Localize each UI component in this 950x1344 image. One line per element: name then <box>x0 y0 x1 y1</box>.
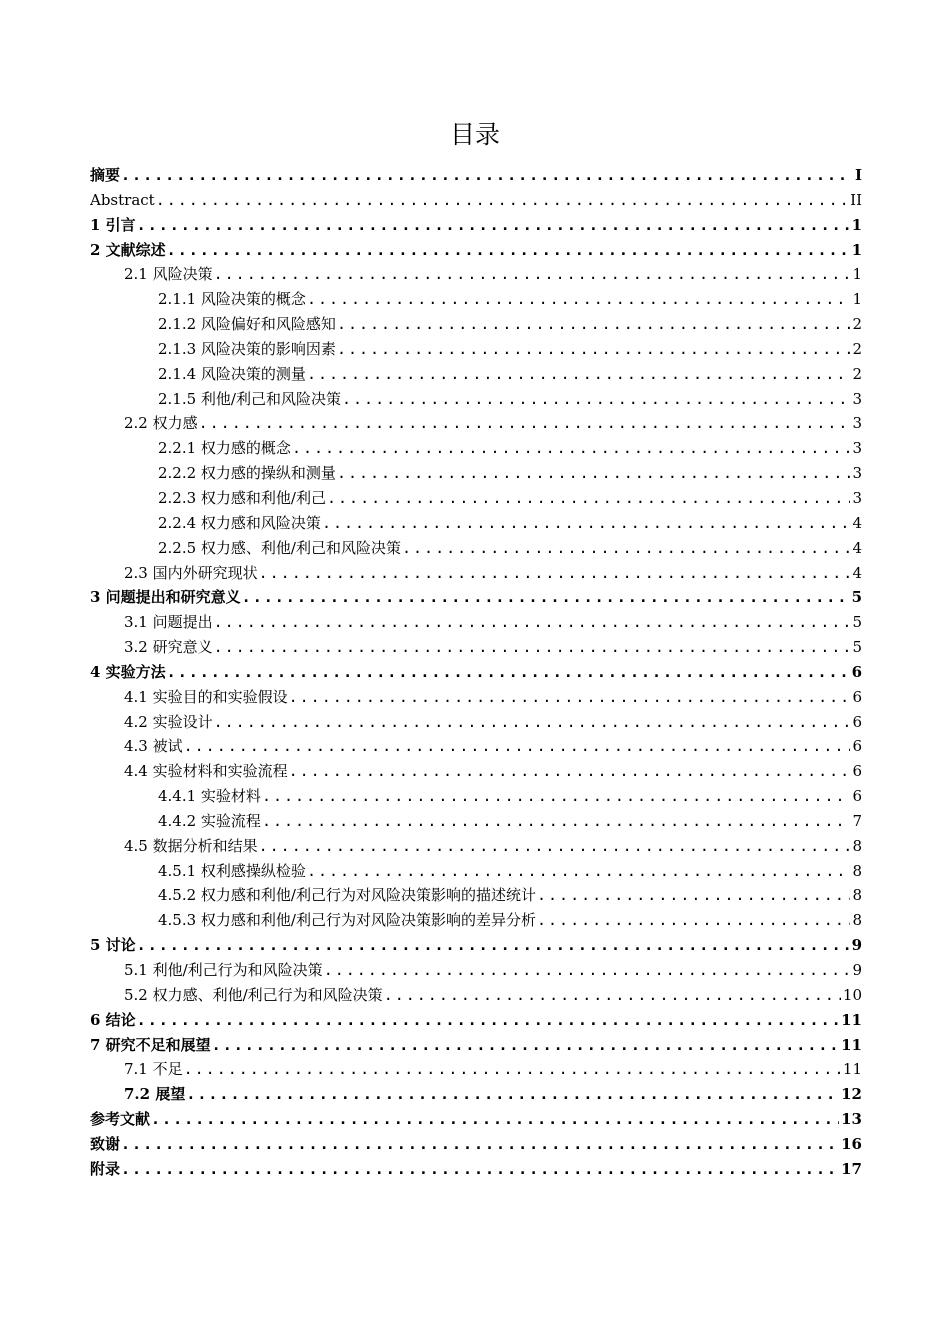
toc-leader-dots <box>184 1057 841 1082</box>
toc-entry-12[interactable] <box>90 436 862 461</box>
toc-entry-8[interactable] <box>90 337 862 362</box>
toc-leader-dots <box>167 660 850 685</box>
toc-entry-11[interactable] <box>90 411 862 436</box>
toc-entry-5[interactable] <box>90 262 862 287</box>
toc-entry-9[interactable] <box>90 362 862 387</box>
toc-leader-dots <box>289 759 850 784</box>
toc-entry-title: 3.1 问题提出 <box>124 613 213 632</box>
toc-entry-18[interactable] <box>90 585 862 610</box>
toc-entry-page-number: 8 <box>852 911 862 930</box>
toc-entry-title: 3 问题提出和研究意义 <box>90 588 241 607</box>
toc-leader-dots <box>242 585 850 610</box>
toc-entry-title: 致谢 <box>90 1134 121 1153</box>
toc-entry-title: 4 实验方法 <box>90 662 166 681</box>
toc-entry-page-number: 13 <box>841 1110 862 1129</box>
toc-entry-title: 2.1.1 风险决策的概念 <box>158 290 306 309</box>
toc-entry-13[interactable] <box>90 461 862 486</box>
toc-leader-dots <box>289 685 850 710</box>
toc-entry-page-number: 3 <box>852 439 862 458</box>
toc-entry-page-number: 16 <box>841 1134 862 1153</box>
toc-leader-dots <box>327 486 850 511</box>
toc-leader-dots <box>402 536 850 561</box>
toc-entry-title: 4.5.3 权力感和利他/利己行为对风险决策影响的差异分析 <box>158 911 536 930</box>
toc-entry-21[interactable] <box>90 660 862 685</box>
toc-leader-dots <box>156 188 848 213</box>
toc-entry-title: 4.4 实验材料和实验流程 <box>124 762 288 781</box>
toc-entry-title: 2.1.5 利他/利己和风险决策 <box>158 389 341 408</box>
toc-entry-title: 4.4.2 实验流程 <box>158 811 261 830</box>
toc-entry-title: 2.1.4 风险决策的测量 <box>158 364 306 383</box>
toc-entry-title: 4.5.2 权力感和利他/利己行为对风险决策影响的描述统计 <box>158 886 536 905</box>
toc-entry-title: 4.5.1 权利感操纵检验 <box>158 861 306 880</box>
toc-leader-dots <box>259 834 850 859</box>
toc-entry-page-number: 10 <box>842 985 862 1004</box>
toc-entry-page-number: 6 <box>852 712 862 731</box>
toc-entry-page-number: 2 <box>852 315 862 334</box>
toc-entry-page-number: 12 <box>841 1085 862 1104</box>
toc-entry-page-number: 4 <box>852 538 862 557</box>
toc-entry-page-number: 8 <box>852 861 862 880</box>
toc-entry-25[interactable] <box>90 759 862 784</box>
toc-entry-page-number: 3 <box>852 414 862 433</box>
toc-entry-35[interactable] <box>90 1008 862 1033</box>
toc-leader-dots <box>342 387 850 412</box>
toc-entry-28[interactable] <box>90 834 862 859</box>
toc-entry-page-number: I <box>854 166 862 184</box>
toc-leader-dots <box>167 238 850 263</box>
toc-entry-20[interactable] <box>90 635 862 660</box>
toc-entry-page-number: 9 <box>851 936 862 955</box>
toc-entry-title: 2.3 国内外研究现状 <box>124 563 258 582</box>
toc-entry-page-number: 6 <box>852 737 862 756</box>
toc-entry-23[interactable] <box>90 710 862 735</box>
toc-entry-page-number: 9 <box>852 961 862 979</box>
toc-entry-page-number: 11 <box>841 1010 862 1029</box>
toc-leader-dots <box>337 337 850 362</box>
toc-entry-27[interactable] <box>90 809 862 834</box>
toc-entry-title: 7.1 不足 <box>124 1060 183 1079</box>
toc-entry-title: 1 引言 <box>90 215 136 234</box>
toc-leader-dots <box>537 908 850 933</box>
toc-entry-page-number: 11 <box>841 1035 862 1054</box>
toc-leader-dots <box>184 734 850 759</box>
toc-entry-title: 5.1 利他/利己行为和风险决策 <box>124 961 323 979</box>
toc-entry-title: 2.1.2 风险偏好和风险感知 <box>158 315 336 334</box>
toc-entry-title: 7 研究不足和展望 <box>90 1035 211 1054</box>
toc-entry-24[interactable] <box>90 734 862 759</box>
toc-entry-title: 附录 <box>90 1159 121 1178</box>
toc-entry-7[interactable] <box>90 312 862 337</box>
toc-leader-dots <box>214 710 850 735</box>
page-title: 目录 <box>449 120 500 149</box>
toc-leader-dots <box>259 561 850 586</box>
toc-entry-title: 5 讨论 <box>90 936 136 955</box>
toc-entry-10[interactable] <box>90 387 862 412</box>
toc-entry-title: 2.2.2 权力感的操纵和测量 <box>158 464 336 483</box>
toc-leader-dots <box>214 610 850 635</box>
toc-leader-dots <box>214 262 850 287</box>
toc-entry-36[interactable] <box>90 1033 862 1058</box>
toc-leader-dots <box>212 1033 839 1058</box>
toc-leader-dots <box>186 1082 839 1107</box>
toc-entry-page-number: 6 <box>852 787 862 806</box>
toc-entry-page-number: 3 <box>852 464 862 483</box>
toc-entry-title: 4.3 被试 <box>124 737 183 756</box>
toc-entry-page-number: 4 <box>852 563 862 582</box>
toc-entry-32[interactable] <box>90 933 862 958</box>
toc-entry-page-number: 1 <box>851 215 862 234</box>
toc-leader-dots <box>121 163 850 188</box>
toc-entry-title: Abstract <box>90 190 155 209</box>
toc-entry-page-number: 11 <box>842 1060 862 1079</box>
toc-leader-dots <box>307 287 850 312</box>
toc-entry-34[interactable] <box>90 983 862 1008</box>
toc-leader-dots <box>292 436 850 461</box>
toc-entry-31[interactable] <box>90 908 862 933</box>
toc-entry-30[interactable] <box>90 883 862 908</box>
toc-entry-title: 2.2.1 权力感的概念 <box>158 439 291 458</box>
toc-entry-page-number: 2 <box>852 339 862 358</box>
toc-entry-37[interactable] <box>90 1057 862 1082</box>
toc-entry-1[interactable] <box>90 163 862 188</box>
toc-entry-page-number: 8 <box>852 836 862 855</box>
toc-entry-title: 摘要 <box>90 166 121 184</box>
toc-entry-title: 2.2.3 权力感和利他/利己 <box>158 488 326 507</box>
toc-leader-dots <box>337 312 850 337</box>
toc-entry-38[interactable] <box>90 1082 862 1107</box>
toc-entry-page-number: 8 <box>852 886 862 905</box>
toc-entry-29[interactable] <box>90 859 862 884</box>
table-of-contents <box>90 163 862 1182</box>
toc-entry-title: 4.1 实验目的和实验假设 <box>124 687 288 706</box>
toc-entry-title: 6 结论 <box>90 1010 136 1029</box>
toc-entry-14[interactable] <box>90 486 862 511</box>
toc-entry-page-number: 1 <box>852 265 862 284</box>
toc-entry-page-number: 6 <box>851 662 862 681</box>
toc-entry-title: 3.2 研究意义 <box>124 638 213 657</box>
toc-leader-dots <box>137 213 850 238</box>
toc-entry-22[interactable] <box>90 685 862 710</box>
toc-leader-dots <box>214 635 850 660</box>
toc-entry-title: 2.2 权力感 <box>124 414 198 433</box>
toc-entry-title: 2.1.3 风险决策的影响因素 <box>158 339 336 358</box>
toc-entry-40[interactable] <box>90 1132 862 1157</box>
toc-entry-16[interactable] <box>90 536 862 561</box>
toc-entry-page-number: 3 <box>852 488 862 507</box>
toc-entry-page-number: 6 <box>852 687 862 706</box>
toc-entry-2[interactable] <box>90 188 862 213</box>
toc-entry-page-number: 4 <box>852 513 862 532</box>
toc-entry-4[interactable] <box>90 238 862 263</box>
toc-leader-dots <box>199 411 850 436</box>
toc-entry-19[interactable] <box>90 610 862 635</box>
toc-leader-dots <box>384 983 841 1008</box>
toc-leader-dots <box>307 859 850 884</box>
toc-leader-dots <box>337 461 850 486</box>
toc-entry-title: 2 文献综述 <box>90 240 166 259</box>
toc-entry-page-number: 2 <box>852 364 862 383</box>
toc-entry-title: 4.2 实验设计 <box>124 712 213 731</box>
toc-entry-39[interactable] <box>90 1107 862 1132</box>
toc-entry-page-number: 5 <box>852 638 862 657</box>
toc-entry-page-number: 6 <box>852 762 862 781</box>
toc-entry-title: 2.2.4 权力感和风险决策 <box>158 513 321 532</box>
toc-entry-title: 5.2 权力感、利他/利己行为和风险决策 <box>124 985 383 1004</box>
toc-entry-17[interactable] <box>90 561 862 586</box>
toc-leader-dots <box>137 933 850 958</box>
toc-entry-page-number: 7 <box>852 811 862 830</box>
toc-leader-dots <box>137 1008 839 1033</box>
toc-entry-title: 2.1 风险决策 <box>124 265 213 284</box>
toc-leader-dots <box>121 1157 839 1182</box>
toc-entry-title: 7.2 展望 <box>124 1085 186 1104</box>
toc-leader-dots <box>151 1107 839 1132</box>
toc-entry-title: 2.2.5 权力感、利他/利己和风险决策 <box>158 538 401 557</box>
toc-entry-page-number: 1 <box>852 290 862 309</box>
toc-entry-page-number: 5 <box>852 613 862 632</box>
toc-entry-page-number: 17 <box>841 1159 862 1178</box>
toc-entry-title: 4.4.1 实验材料 <box>158 787 261 806</box>
toc-entry-page-number: 5 <box>851 588 862 607</box>
toc-leader-dots <box>322 511 850 536</box>
toc-entry-6[interactable] <box>90 287 862 312</box>
toc-entry-page-number: 3 <box>852 389 862 408</box>
toc-leader-dots <box>262 809 850 834</box>
toc-entry-title: 4.5 数据分析和结果 <box>124 836 258 855</box>
toc-entry-3[interactable] <box>90 213 862 238</box>
toc-leader-dots <box>262 784 850 809</box>
toc-entry-15[interactable] <box>90 511 862 536</box>
toc-entry-26[interactable] <box>90 784 862 809</box>
toc-leader-dots <box>324 958 850 983</box>
toc-entry-page-number: 1 <box>851 240 862 259</box>
toc-leader-dots <box>121 1132 839 1157</box>
toc-leader-dots <box>307 362 850 387</box>
toc-entry-33[interactable] <box>90 958 862 983</box>
toc-leader-dots <box>537 883 850 908</box>
toc-entry-title: 参考文献 <box>90 1110 151 1129</box>
toc-entry-page-number: II <box>850 190 862 209</box>
toc-entry-41[interactable] <box>90 1157 862 1182</box>
